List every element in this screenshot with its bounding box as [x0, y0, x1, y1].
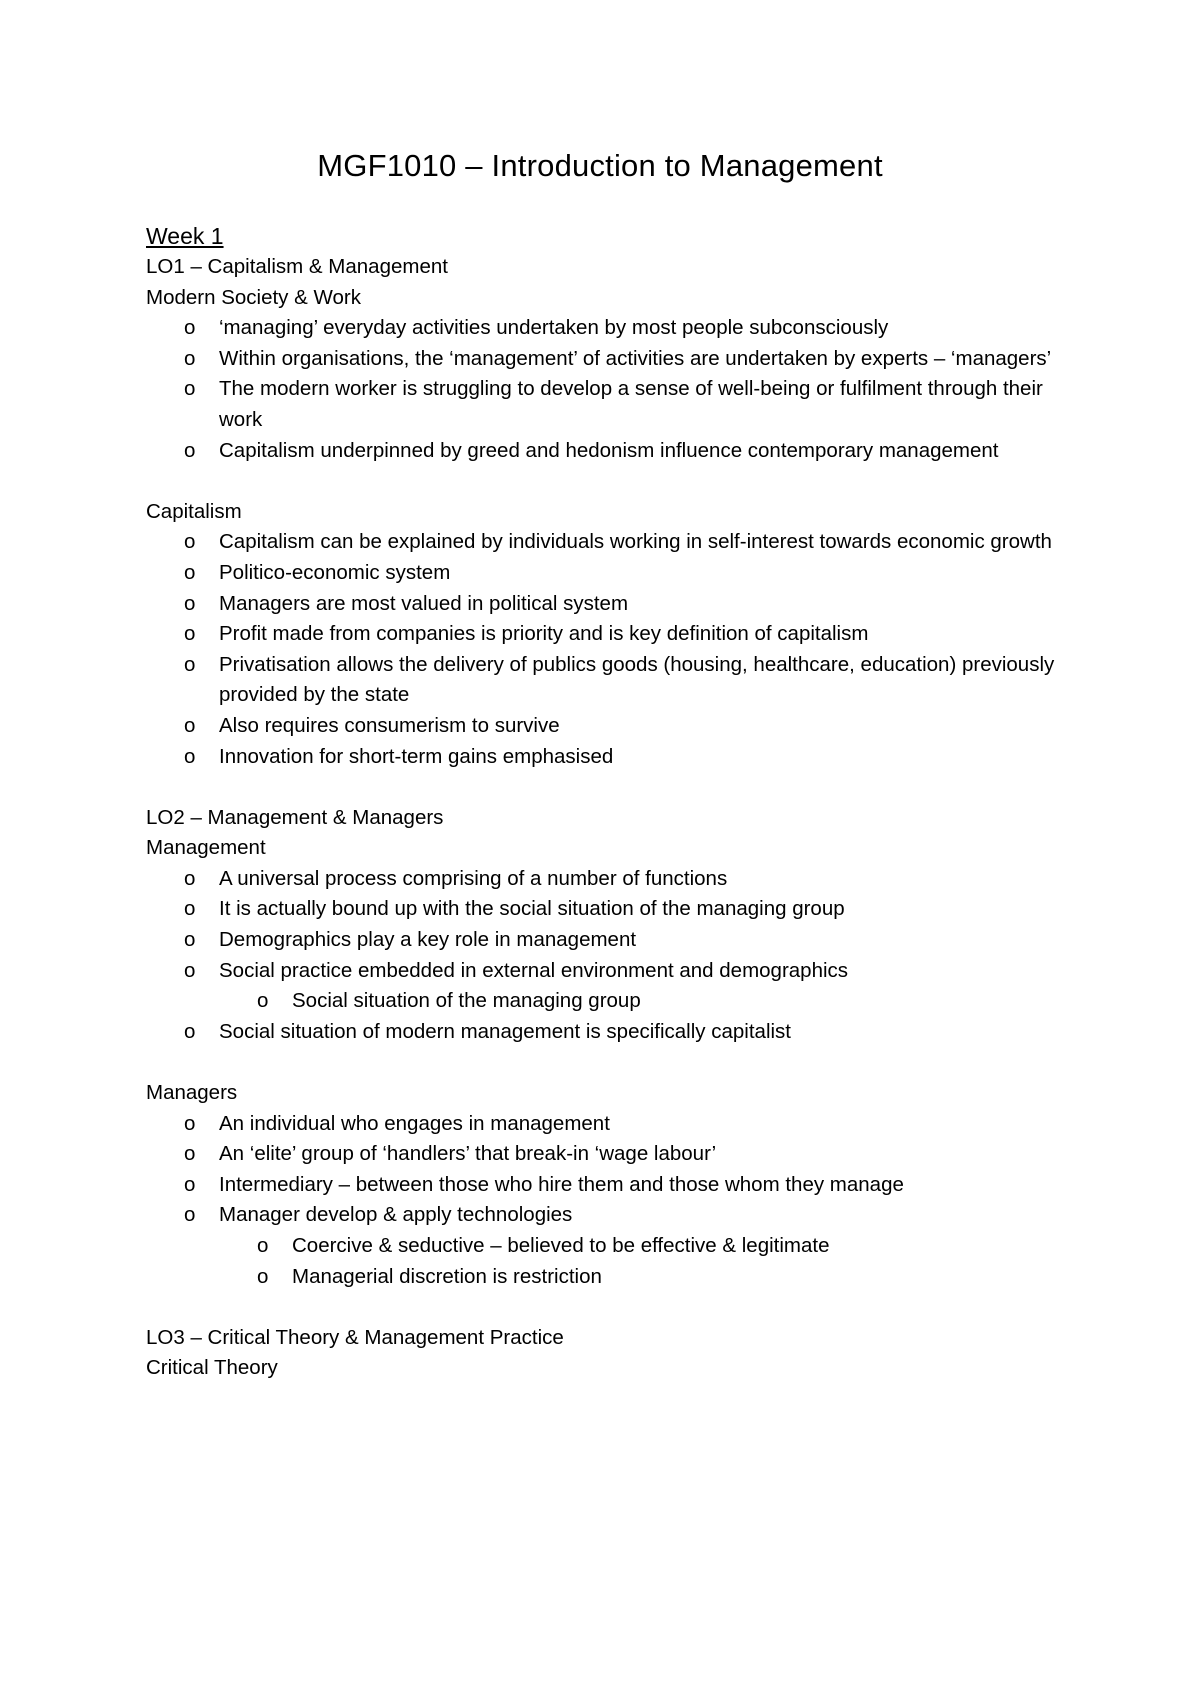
bullet-marker: o	[184, 1172, 196, 1196]
managers-sub-list	[219, 1231, 1086, 1292]
bullet-marker: o	[184, 1142, 196, 1166]
list-item	[146, 742, 1086, 773]
critical-theory-heading: Critical Theory	[146, 1356, 278, 1380]
list-item-text: Also requires consumerism to survive	[219, 713, 560, 737]
list-item	[146, 711, 1086, 742]
list-item-text: Managers are most valued in political system	[219, 591, 629, 615]
bullet-marker: o	[184, 713, 196, 737]
bullet-marker: o	[184, 897, 196, 921]
list-item-text: The modern worker is struggling to develop a sense of well-being or fulfilment through their work	[219, 377, 1043, 431]
list-item	[146, 894, 1086, 925]
managers-list	[146, 1109, 1086, 1293]
list-item	[146, 650, 1086, 711]
bullet-marker: o	[184, 1111, 196, 1135]
bullet-marker: o	[184, 316, 196, 340]
list-item	[146, 619, 1086, 650]
capitalism-list	[146, 527, 1086, 772]
management-heading: Management	[146, 836, 266, 860]
list-item	[146, 1017, 1086, 1048]
sub-list-item	[219, 1231, 1086, 1262]
managers-heading: Managers	[146, 1081, 238, 1105]
list-item	[146, 925, 1086, 956]
list-item	[146, 527, 1086, 558]
list-item-text: Politico-economic system	[219, 560, 451, 584]
bullet-marker: o	[184, 1203, 196, 1227]
bullet-marker: o	[257, 989, 269, 1013]
list-item-text: Intermediary – between those who hire them and those whom they manage	[219, 1172, 904, 1196]
list-item	[146, 1109, 1086, 1140]
list-item-text: Social practice embedded in external environment and demographics	[219, 958, 849, 982]
list-item	[146, 589, 1086, 620]
list-item	[146, 436, 1086, 467]
spacer	[146, 1292, 1086, 1323]
list-item	[146, 1200, 1086, 1292]
list-item-text: Capitalism underpinned by greed and hedonism influence contemporary management	[219, 438, 999, 462]
list-item	[146, 1170, 1086, 1201]
document-title: MGF1010 – Introduction to Management	[317, 148, 883, 183]
list-item-text: Innovation for short-term gains emphasised	[219, 744, 614, 768]
bullet-marker: o	[184, 377, 196, 401]
bullet-marker: o	[184, 744, 196, 768]
bullet-marker: o	[257, 1234, 269, 1257]
list-item	[146, 864, 1086, 895]
lo1-heading: LO1 – Capitalism & Management	[146, 255, 448, 278]
list-item-text: Social situation of modern management is specifically capitalist	[219, 1019, 791, 1043]
modern-society-heading: Modern Society & Work	[146, 285, 361, 309]
bullet-marker: o	[184, 1019, 196, 1043]
list-item-text: Capitalism can be explained by individuals working in self-interest towards economic growth	[219, 530, 1052, 554]
list-item-text: Social situation of the managing group	[292, 989, 641, 1013]
list-item	[146, 344, 1086, 375]
capitalism-heading: Capitalism	[146, 499, 242, 523]
list-item-text: An individual who engages in management	[219, 1111, 610, 1135]
sub-list-item	[219, 1262, 1086, 1293]
list-item-text: ‘managing’ everyday activities undertaken by most people subconsciously	[219, 316, 889, 340]
list-item-text: Within organisations, the ‘management’ of activities are undertaken by experts – ‘managers’	[219, 346, 1052, 370]
document-body	[146, 220, 1086, 1384]
week-heading: Week 1	[146, 223, 224, 249]
list-item-text: Demographics play a key role in management	[219, 928, 637, 952]
list-item	[146, 313, 1086, 344]
sub-list-item	[219, 986, 1086, 1017]
spacer	[146, 466, 1086, 497]
bullet-marker: o	[184, 346, 196, 370]
list-item	[146, 956, 1086, 1017]
list-item-text: Coercive & seductive – believed to be effective & legitimate	[292, 1234, 830, 1257]
list-item	[146, 1139, 1086, 1170]
spacer	[146, 1047, 1086, 1078]
bullet-marker: o	[184, 928, 196, 952]
lo2-heading: LO2 – Management & Managers	[146, 805, 444, 829]
list-item-text: Privatisation allows the delivery of publics goods (housing, healthcare, education) previously provided by the state	[219, 652, 1055, 707]
list-item-text: A universal process comprising of a number of functions	[219, 866, 728, 890]
bullet-marker: o	[184, 958, 196, 982]
bullet-marker: o	[184, 622, 196, 646]
list-item-text: It is actually bound up with the social situation of the managing group	[219, 897, 845, 921]
management-sub-list	[219, 986, 1086, 1017]
list-item-text: An ‘elite’ group of ‘handlers’ that break-in ‘wage labour’	[219, 1142, 717, 1166]
bullet-marker: o	[184, 560, 196, 584]
bullet-marker: o	[184, 530, 196, 554]
bullet-marker: o	[184, 866, 196, 890]
bullet-marker: o	[184, 652, 196, 676]
lo3-heading: LO3 – Critical Theory & Management Practice	[146, 1325, 564, 1349]
list-item	[146, 374, 1086, 435]
bullet-marker: o	[184, 591, 196, 615]
modern-society-list	[146, 313, 1086, 466]
management-list	[146, 864, 1086, 1048]
list-item-text: Profit made from companies is priority and is key definition of capitalism	[219, 622, 869, 646]
bullet-marker: o	[184, 438, 196, 462]
list-item-text: Manager develop & apply technologies	[219, 1203, 573, 1227]
spacer	[146, 772, 1086, 803]
list-item-text: Managerial discretion is restriction	[292, 1264, 602, 1288]
list-item	[146, 558, 1086, 589]
bullet-marker: o	[257, 1264, 269, 1288]
